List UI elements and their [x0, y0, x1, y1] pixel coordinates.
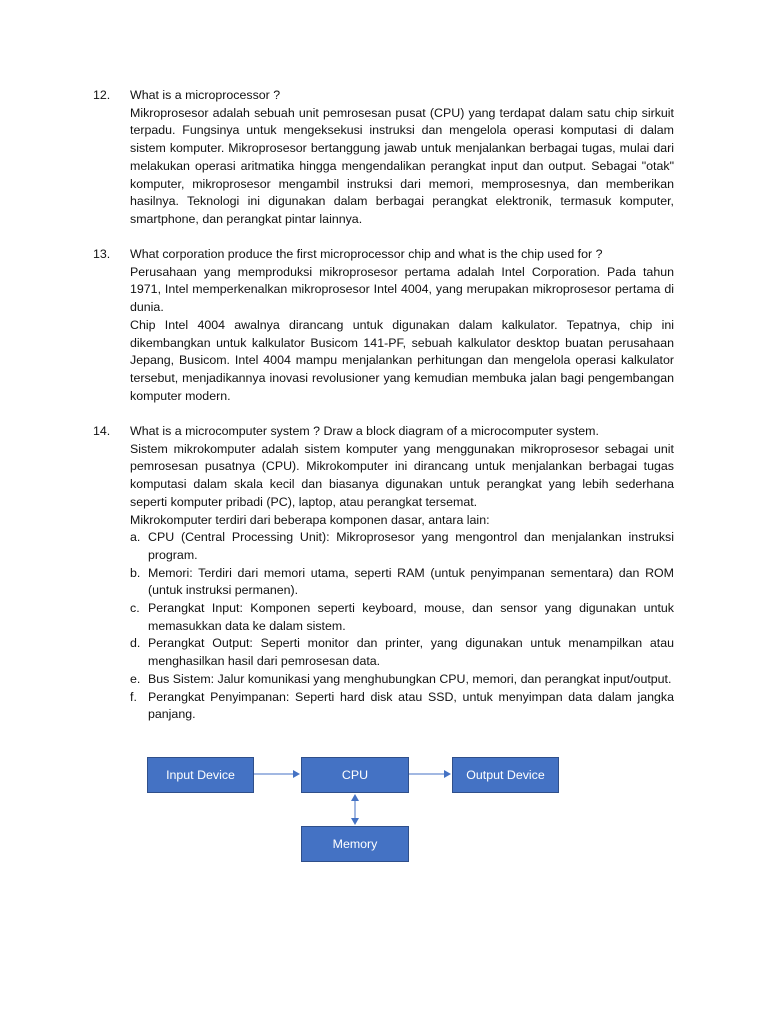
question-title: What corporation produce the first microprocessor chip and what is the chip used for ?: [130, 247, 603, 261]
answer-paragraph: Mikrokomputer terdiri dari beberapa komponen dasar, antara lain:: [130, 512, 490, 527]
answer-paragraph: Mikroprosesor adalah sebuah unit pemrosesan pusat (CPU) yang terdapat dalam satu chip sirkuit terpadu. Fungsinya untuk mengeksekusi instruksi dan mengelola operasi komputasi di dalam sistem komputer. Mikroprosesor bertanggung jawab untuk menjalankan berbagai tugas, mulai dari melakukan operasi aritmatika hingga mengendalikan perangkat input dan output. Sebagai "otak" komputer, mikroprosesor mengambil instruksi dari memori, memprosesnya, dan memberikan hasilnya. Teknologi ini digunakan dalam berbagai perangkat elektronik, termasuk komputer, smartphone, dan perangkat pintar lainnya.: [130, 105, 674, 226]
list-text: Perangkat Output: Seperti monitor dan printer, yang digunakan untuk menampilkan atau menghasilkan hasil dari pemrosesan data.: [148, 636, 674, 669]
list-text: Memori: Terdiri dari memori utama, seperti RAM (untuk penyimpanan sementara) dan ROM (untuk instruksi permanen).: [148, 565, 674, 598]
question-number: 12.: [93, 88, 111, 102]
question-13: [93, 246, 674, 405]
list-letter: c.: [130, 601, 140, 616]
component-list: [130, 529, 674, 724]
list-letter: f.: [130, 689, 137, 704]
question-title: What is a microprocessor ?: [130, 88, 281, 102]
list-letter: b.: [130, 565, 141, 580]
answer-paragraph: Perusahaan yang memproduksi mikroprosesor pertama adalah Intel Corporation. Pada tahun 1971, Intel memperkenalkan mikroprosesor Intel 4004, yang merupakan mikroprosesor pertama di dunia.: [130, 264, 674, 315]
list-item: [130, 565, 674, 600]
input-device-block: Input Device: [147, 757, 254, 793]
list-item: [130, 671, 674, 689]
question-title: What is a microcomputer system ? Draw a block diagram of a microcomputer system.: [130, 424, 599, 438]
list-text: Bus Sistem: Jalur komunikasi yang menghubungkan CPU, memori, dan perangkat input/output.: [148, 671, 672, 686]
answer-paragraph: Chip Intel 4004 awalnya dirancang untuk digunakan dalam kalkulator. Tepatnya, chip ini dikembangkan untuk kalkulator Busicom 141-PF, sebuah kalkulator desktop buatan perusahaan Jepang, Busicom. Intel 4004 mampu menjalankan perhitungan dan mengelola operasi kalkulator tersebut, menjadikannya inovasi revolusioner yang kemudian membuka jalan bagi pengembangan komputer modern.: [130, 317, 674, 403]
list-item: [130, 529, 674, 564]
list-item: [130, 635, 674, 670]
list-text: Perangkat Penyimpanan: Seperti hard disk atau SSD, untuk menyimpan data dalam jangka panjang.: [148, 689, 674, 722]
list-letter: a.: [130, 530, 141, 545]
question-12: [93, 87, 674, 229]
cpu-block: CPU: [301, 757, 409, 793]
list-text: Perangkat Input: Komponen seperti keyboard, mouse, dan sensor yang digunakan untuk memasukkan data ke dalam sistem.: [148, 601, 674, 633]
answer-paragraph: Sistem mikrokomputer adalah sistem komputer yang menggunakan mikroprosesor sebagai unit pemrosesan pusatnya (CPU). Mikrokomputer ini dirancang untuk menjalankan berbagai tugas komputasi dalam skala kecil dan biasanya digunakan untuk perangkat yang lebih sederhana seperti komputer pribadi (PC), laptop, atau perangkat tersemat.: [130, 441, 674, 509]
question-number: 13.: [93, 247, 111, 261]
memory-block: Memory: [301, 826, 409, 862]
list-text: CPU (Central Processing Unit): Mikroprosesor yang mengontrol dan menjalankan instruksi program.: [148, 530, 674, 562]
list-letter: e.: [130, 671, 141, 686]
list-item: [130, 600, 674, 635]
question-number: 14.: [93, 424, 111, 438]
output-device-block: Output Device: [452, 757, 559, 793]
question-14: [93, 423, 674, 724]
list-item: [130, 689, 674, 724]
list-letter: d.: [130, 636, 141, 651]
